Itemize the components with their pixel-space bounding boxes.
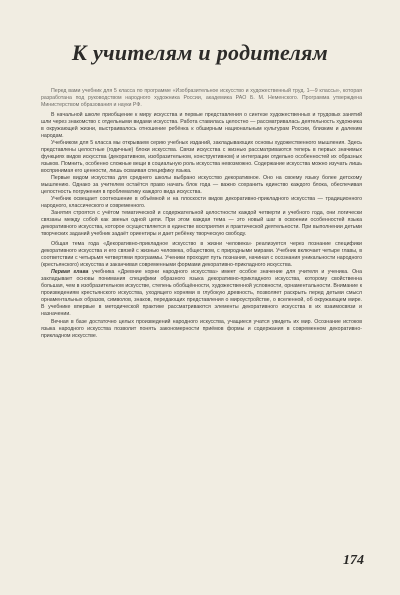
page-number: 174 [343, 553, 364, 568]
paragraph [41, 241, 362, 269]
paragraph-text: В начальной школе приобщение к миру искусства и первые представления о синтезе художественных и трудовых занятий шли через знакомство с отдельными видами искусства. Работа ставилась целостно — рассматривалась деятельность художника в окружающей жизни, выстраивалось отношение ребёнка к обширным национальным культурам России, близким и далеким народам. [41, 112, 362, 140]
paragraph [41, 269, 362, 318]
paragraph-text: Занятия строятся с учётом тематической и содержательной целостности каждой четверти и учебного года, они логически связаны между собой как звенья одной цепи. При этом каждая тема — это новый шаг в освоении особенностей языка декоративного искусства, которое осуществляется в единстве восприятия и практической деятельности. При выполнении детьми творческих заданий учебник задаёт ориентиры и дает ребёнку творческую свободу. [41, 210, 362, 238]
paragraph-text: Учебником для 5 класса мы открываем серию учебных изданий, закладывающих основы художественного мышления. Здесь представлены целостные (годичные) блоки искусства. Связи искусства с жизнью рассматриваются теперь в первых значимых функциях видов искусства (декоративном, изобразительном, конструктивном) и интеграции отдельно особенностей их образных языков. Помнить, особенно сложные вещи в социальную роль искусства невозможно. Содержание искусства можно изучать лишь воспринимая его ценности, лишь осваивая специфику языка. [41, 140, 362, 175]
paragraph-lead: Первая глава [51, 269, 89, 276]
paragraph-text: Первые видом искусства для среднего школы выбрано искусство декоративное. Оно на своему языку более детскому мышлению. Однако за учителем остаётся право начать блок года — важно сохранить единство каждого блока, обеспечивая целостность погружения в проблематику каждого вида искусства. [41, 175, 362, 196]
paragraph-text: Вечная в базе достаточно целых произведений народного искусства, учащиеся учатся увидеть их мир. Осознание истоков языка народного искусства позволит понять закономерности приёмов формы и содержания в современном декоративно-прикладном искусстве. [41, 318, 362, 339]
paragraph-text: Учебник освещает соотношение в объёмной и на плоскости видов декоративно-прикладного искусства — традиционного народного, классического и современного. [41, 196, 362, 210]
paragraph [41, 175, 362, 196]
paragraph-text: учебника «Древние корни народного искусства» имеет особое значение для учителя и ученика. Она закладывает основы понимания специфики образного языка декоративно-прикладного искусства, которому свойственна большая, чем в изобразительном искусстве, степень обобщённости, художественной условности, орнаментальности. Внимание к произведениям крестьянского искусства, уходящего корнями в глубокую древность, позволяет раскрыть перед детьми смысл орнаментальных образов, символов, знаков, передающих представления о мироустройстве, о вселенной, об окружающем мире. В учебнике впервые в методической практике рассматриваются элементы декоративного искусства в их взаимосвязи и назначении. [41, 269, 362, 318]
paragraph-intro [41, 88, 362, 109]
body-text [41, 88, 362, 340]
paragraph-text: Перед вами учебник для 5 класса по программе «Изобразительное искусство и художественный труд. 1—9 классы», которая разработана под руководством народного художника России, академика РАО Б. М. Неменского. Программа утверждена Министерством образования и науки РФ. [41, 88, 362, 109]
paragraph [41, 112, 362, 140]
paragraph [41, 196, 362, 210]
paragraph [41, 319, 362, 340]
paragraph-text: Общая тема года «Декоративно-прикладное искусство в жизни человека» реализуется через познание специфики декоративного искусства и его связей с жизнью человека, обществом, с природными мирами. Учебник включает четыре главы, в соответствии с четырьмя четвертями программы. Ученики проходят путь познания, начиная с осознания уникальности народного (крестьянского) искусства и заканчивая современными формами декоративно-прикладного искусства. [41, 241, 362, 269]
page-title: К учителям и родителям [71, 40, 329, 65]
paragraph [41, 140, 362, 175]
paragraph [41, 210, 362, 238]
